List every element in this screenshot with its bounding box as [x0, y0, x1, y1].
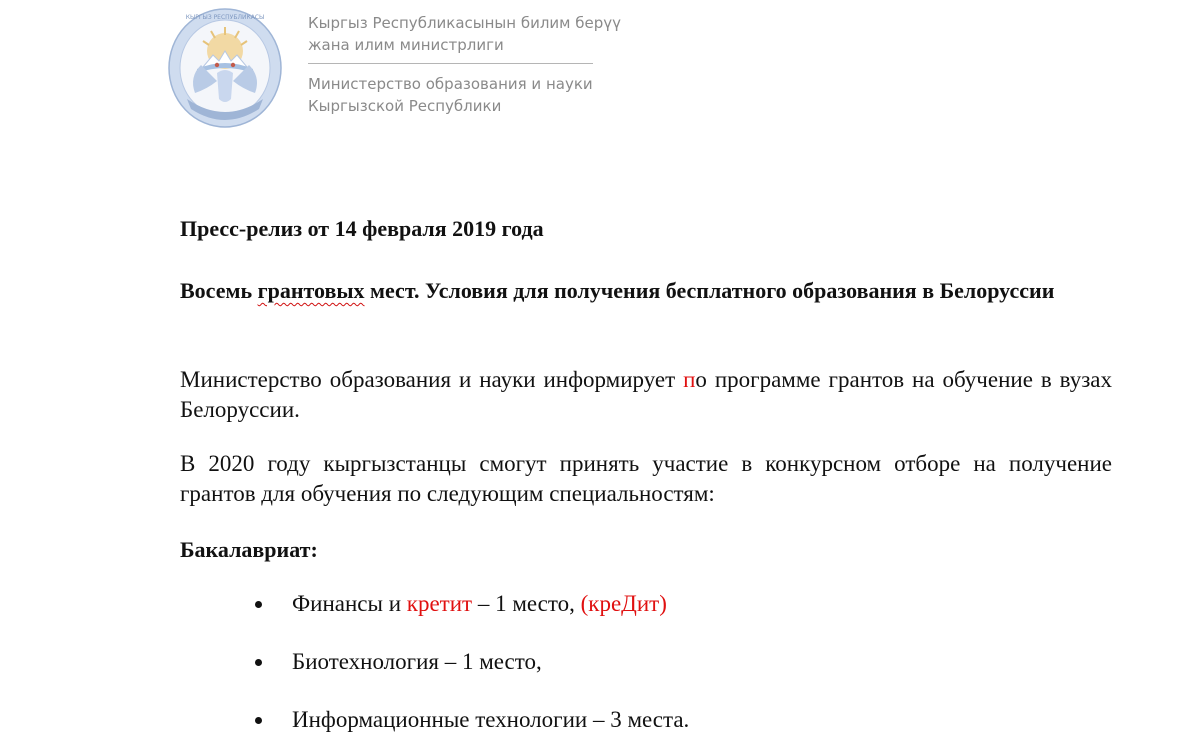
paragraph-intro-start: Министерство образования и науки информирует: [180, 367, 684, 392]
section-heading-bachelor: Бакалавриат:: [180, 537, 318, 562]
item-text-mid: – 1 место,: [472, 591, 581, 616]
paragraph-intro-end: о программе грантов на обучение в вузах Белоруссии.: [180, 367, 1112, 422]
ministry-russian-line-1: Министерство образования и науки: [308, 75, 593, 93]
paragraph-intro: [180, 365, 1112, 425]
specialties-list: [252, 588, 689, 750]
letterhead-divider: [308, 63, 593, 64]
bullet-icon: [255, 717, 262, 724]
ministry-kyrgyz-line-1: Кыргыз Республикасынын билим берүү: [308, 14, 622, 32]
ministry-russian-line-2: Кыргызской Республики: [308, 97, 502, 115]
list-item: [252, 588, 689, 620]
spellcheck-flagged-word: грантовых: [257, 278, 365, 303]
paragraph-details: В 2020 году кыргызстанцы смогут принять участие в конкурсном отборе на получение грантов для обучения по следующим специальностям:: [180, 451, 1112, 506]
red-misspelled-word: кретит: [406, 591, 473, 616]
press-headline: [180, 276, 1112, 306]
headline-part-1: Восемь: [180, 278, 258, 303]
red-correction-note: (креДит): [580, 591, 667, 616]
item-text: Информационные технологии – 3 места.: [292, 707, 690, 732]
bullet-icon: [255, 659, 262, 666]
emblem-band-text: КЫРГЫЗ РЕСПУБЛИКАСЫ: [185, 14, 265, 21]
item-text-start: Финансы и: [292, 591, 407, 616]
ministry-kyrgyz-line-2: жана илим министрлиги: [308, 36, 504, 54]
state-emblem-icon: [167, 7, 283, 129]
bullet-icon: [255, 601, 262, 608]
list-item: [252, 646, 689, 678]
headline-part-2: мест. Условия для получения бесплатного образования в Белоруссии: [364, 278, 1055, 303]
item-text: Биотехнология – 1 место,: [292, 649, 542, 674]
list-item: [252, 704, 689, 736]
ministry-letterhead: [308, 12, 621, 117]
red-correction-letter: п: [683, 367, 696, 392]
press-release-date: Пресс-релиз от 14 февраля 2019 года: [180, 216, 544, 241]
